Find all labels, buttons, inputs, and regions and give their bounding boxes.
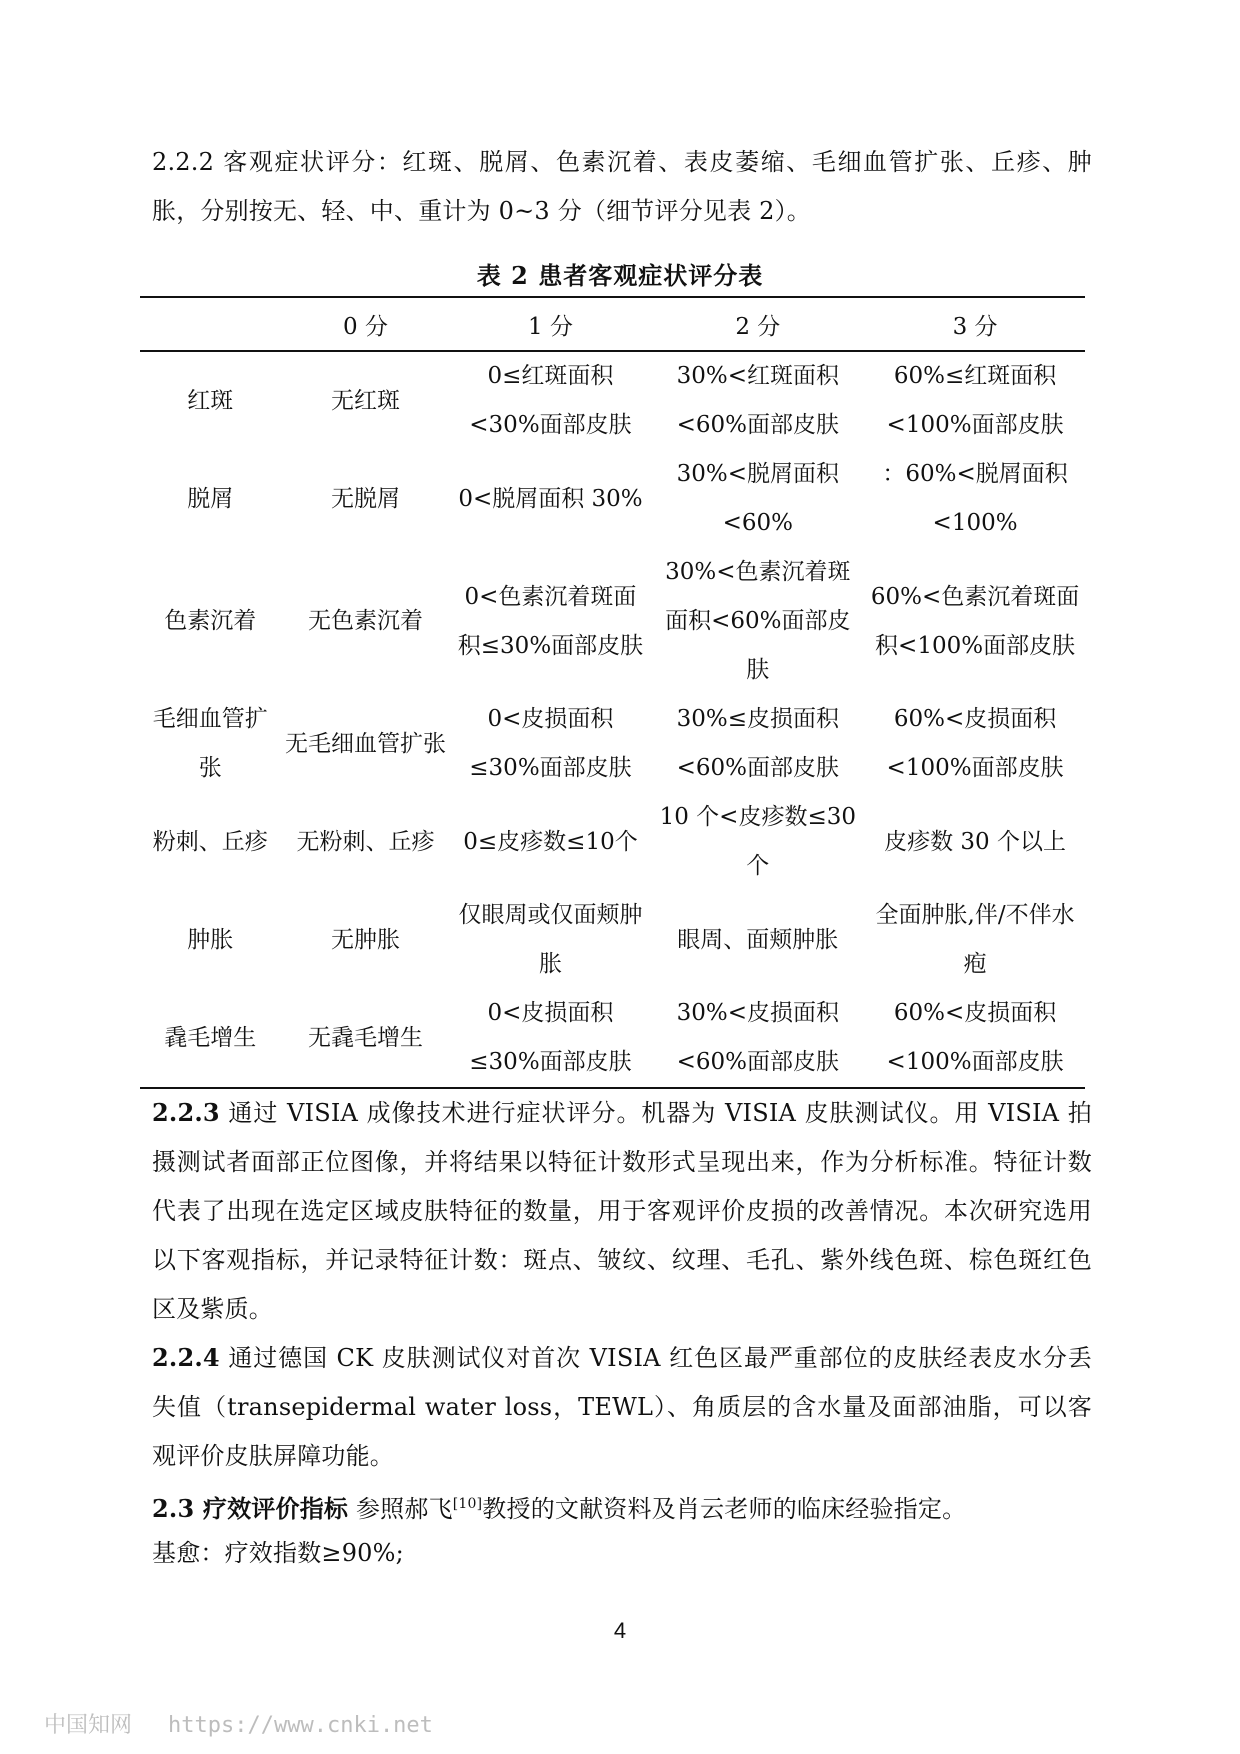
- section-number: 2.2.3: [152, 1098, 220, 1127]
- table-cell: 毳毛增生: [140, 989, 281, 1088]
- citation-reference[interactable]: [10]: [452, 1496, 483, 1512]
- table-cell: 0<皮损面积≤30%面部皮肤: [451, 989, 651, 1088]
- watermark-brand: 中国知网: [44, 1713, 133, 1738]
- section-heading: 2.3 疗效评价指标: [152, 1494, 349, 1523]
- table-cell: 0<色素沉着斑面积≤30%面部皮肤: [457, 583, 644, 659]
- table-cell: 眼周、面颊肿胀: [677, 926, 839, 953]
- table-cell: 30%≤皮损面积<60%面部皮肤: [676, 706, 839, 781]
- table-row: [140, 793, 1085, 891]
- table-cell: 色素沉着: [164, 608, 257, 634]
- table-cell: 60%<皮损面积<100%面部皮肤: [865, 989, 1085, 1088]
- table-cell: 无色素沉着: [308, 608, 424, 634]
- watermark: [44, 1708, 433, 1739]
- table-cell: 红斑: [187, 387, 234, 414]
- table-row: [140, 695, 1085, 793]
- table-cell: 0≤皮疹数≤10个: [463, 828, 638, 855]
- paragraph-2-3: [152, 1480, 1092, 1534]
- table-row: [140, 351, 1085, 450]
- table-cell: 60%<皮损面积<100%面部皮肤: [886, 706, 1064, 781]
- table-cell: 0≤红斑面积<30%面部皮肤: [469, 363, 632, 438]
- paragraph-2-2-2: 2.2.2 客观症状评分：红斑、脱屑、色素沉着、表皮萎缩、毛细血管扩张、丘疹、肿胀，分别按无、轻、中、重计为 0~3 分（细节评分见表 2）。: [152, 148, 1092, 225]
- table-cell: 无毳毛增生: [281, 989, 451, 1088]
- paragraph-text: 教授的文献资料及肖云老师的临床经验指定。: [482, 1495, 967, 1523]
- table-cell: 30%<色素沉着斑面积<60%面部皮肤: [665, 559, 851, 683]
- table-cell: 无脱屑: [331, 485, 401, 512]
- table-cell: 肿胀: [187, 926, 234, 953]
- page-number: 4: [613, 1618, 627, 1643]
- table-cell: 无红斑: [331, 387, 401, 414]
- watermark-url: https://www.cnki.net: [168, 1713, 433, 1738]
- header-cell: 3 分: [865, 297, 1085, 351]
- symptom-score-table: [140, 296, 1085, 1089]
- paragraph-cure-criteria: 基愈：疗效指数≥90%;: [152, 1539, 404, 1567]
- table-cell: 30%<皮损面积<60%面部皮肤: [650, 989, 865, 1088]
- paragraph-2-2-3: [152, 1088, 1092, 1334]
- table-cell: 0<脱屑面积 30%: [458, 485, 643, 512]
- header-cell: 0 分: [281, 297, 451, 351]
- header-cell: [140, 297, 281, 351]
- table-cell: 30%<红斑面积<60%面部皮肤: [676, 363, 839, 438]
- table-cell: 0<皮损面积≤30%面部皮肤: [469, 706, 632, 781]
- table-row: [140, 989, 1085, 1088]
- table-cell: 脱屑: [187, 485, 234, 512]
- paragraph-2-2-4: [152, 1333, 1092, 1481]
- header-cell: 2 分: [650, 297, 865, 351]
- table-row: [140, 450, 1085, 548]
- section-number: 2.2.4: [152, 1343, 220, 1372]
- table-cell: 皮疹数 30 个以上: [884, 828, 1066, 855]
- table-row: [140, 548, 1085, 695]
- paragraph-text: 通过 VISIA 成像技术进行症状评分。机器为 VISIA 皮肤测试仪。用 VISIA 拍摄测试者面部正位图像，并将结果以特征计数形式呈现出来，作为分析标准。特征计数代表了出现在选定区域皮肤特征的数量，用于客观评价皮损的改善情况。本次研究选用以下客观指标，并记录特征计数：斑点、皱纹、纹理、毛孔、紫外线色斑、棕色斑红色区及紫质。: [152, 1099, 1092, 1323]
- table-cell: 仅眼周或仅面颊肿胀: [458, 902, 643, 977]
- table-caption: 表 2 患者客观症状评分表: [476, 261, 764, 290]
- table-header-row: [140, 297, 1085, 351]
- table-cell: 无粉刺、丘疹: [296, 828, 435, 855]
- table-cell: 60%<色素沉着斑面积<100%面部皮肤: [870, 583, 1080, 659]
- table-cell: 全面肿胀,伴/不伴水疱: [875, 902, 1075, 977]
- table-cell: 毛细血管扩张: [152, 706, 268, 781]
- paragraph-text: 参照郝飞: [348, 1495, 453, 1523]
- table-cell: 10 个<皮疹数≤30 个: [659, 804, 856, 879]
- table-cell: 60%≤红斑面积<100%面部皮肤: [886, 363, 1064, 438]
- paragraph-text: 通过德国 CK 皮肤测试仪对首次 VISIA 红色区最严重部位的皮肤经表皮水分丢失值（transepidermal water loss，TEWL）、角质层的含水量及面部油脂，可以客观评价皮肤屏障功能。: [152, 1344, 1092, 1470]
- table-row: [140, 891, 1085, 989]
- table-cell: 无毛细血管扩张: [285, 730, 447, 757]
- table-cell: 粉刺、丘疹: [152, 828, 268, 855]
- table-cell: ：60%<脱屑面积<100%: [882, 461, 1068, 536]
- table-cell: 无肿胀: [331, 926, 401, 953]
- header-cell: 1 分: [451, 297, 651, 351]
- table-cell: 30%<脱屑面积<60%: [676, 461, 839, 536]
